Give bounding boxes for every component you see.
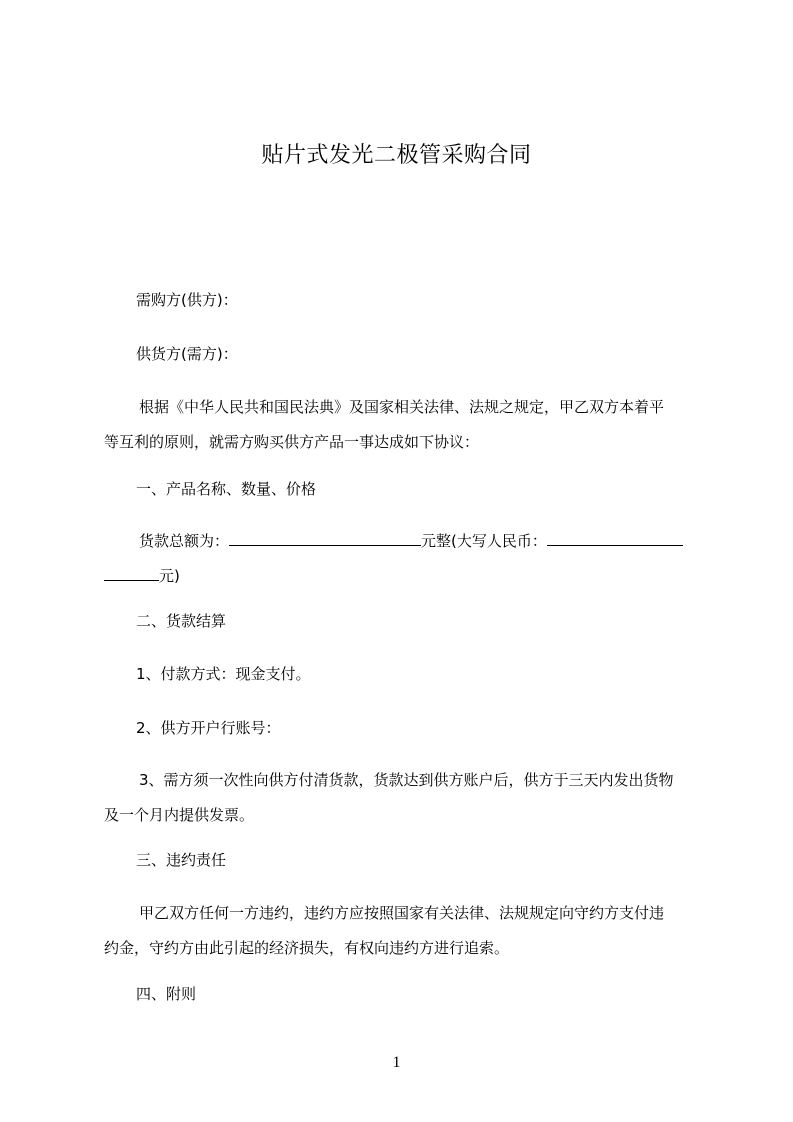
payment-method: 1、付款方式：现金支付。	[136, 665, 311, 683]
amount-paragraph	[104, 524, 714, 594]
supplier-bank-account: 2、供方开户行账号：	[136, 719, 281, 737]
amount-blank	[229, 530, 421, 546]
buyer-label: 需购方(供方)：	[136, 291, 238, 309]
document-title: 贴片式发光二极管采购合同	[261, 143, 532, 168]
page-number: 1	[392, 1054, 401, 1071]
breach-paragraph	[104, 896, 714, 966]
payment-terms-paragraph	[104, 763, 714, 833]
amount-line-1	[104, 524, 714, 559]
intro-paragraph	[104, 390, 714, 460]
section-1-heading: 一、产品名称、数量、价格	[136, 480, 317, 498]
supplier-label: 供货方(需方)：	[136, 345, 238, 363]
amount-words-blank-cont	[104, 565, 159, 581]
amount-words-blank	[547, 530, 683, 546]
intro-line-2: 等互利的原则，就需方购买供方产品一事达成如下协议：	[104, 433, 480, 451]
breach-line-1: 甲乙双方任何一方违约，违约方应按照国家有关法律、法规规定向守约方支付违	[139, 904, 665, 922]
section-2-heading: 二、货款结算	[136, 612, 227, 630]
amount-suffix: 元整(大写人民币：	[421, 532, 547, 550]
payment-terms-line-2: 及一个月内提供发票。	[104, 806, 255, 824]
amount-end: 元)	[159, 567, 180, 585]
section-3-heading: 三、违约责任	[136, 851, 227, 869]
section-4-heading: 四、附则	[136, 985, 197, 1003]
amount-label: 货款总额为：	[139, 532, 230, 550]
amount-line-2	[104, 559, 714, 594]
intro-line-1: 根据《中华人民共和国民法典》及国家相关法律、法规之规定，甲乙双方本着平	[139, 398, 665, 416]
breach-line-2: 约金，守约方由此引起的经济损失，有权向违约方进行追索。	[104, 939, 510, 957]
payment-terms-line-1: 3、需方须一次性向供方付清货款，货款达到供方账户后，供方于三天内发出货物	[139, 771, 674, 789]
